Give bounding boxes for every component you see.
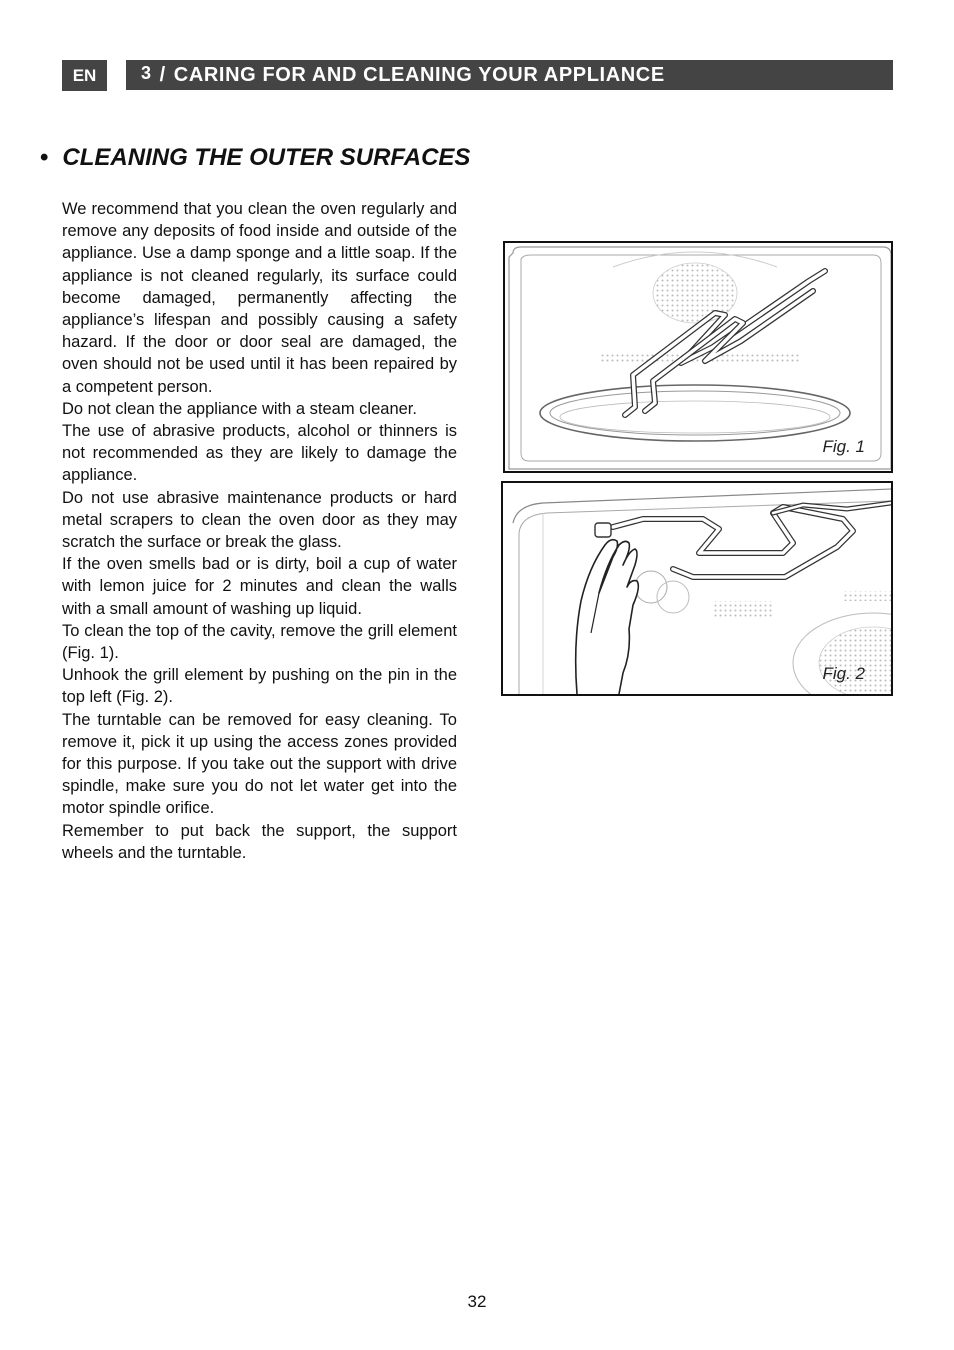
paragraph-unhook-grill: Unhook the grill element by pushing on the pin in the top left (Fig. 2). [62, 666, 457, 707]
paragraph-scrapers: Do not use abrasive maintenance products or hard metal scrapers to clean the oven door as they may scratch the surface or break the glass. [62, 488, 457, 552]
page-number: 32 [467, 1292, 487, 1311]
section-number: 3 [141, 62, 152, 83]
paragraph-reassembly: Remember to put back the support, the support wheels and the turntable. [62, 821, 457, 862]
section-separator: / [159, 63, 166, 86]
language-badge: EN [62, 60, 107, 91]
heading-bullet: • [40, 144, 49, 171]
paragraph-cleaning-recommendation: We recommend that you clean the oven regularly and remove any deposits of food inside and outside of the appliance. Use a damp sponge and a little soap. If the appliance is not cleaned regularly, its surface could become damaged, permanently affecting the appliance’s lifespan and possibly causing a safety hazard. If the door or door seal are damaged, the oven should not be used until it has been repaired by a competent person. [62, 200, 457, 396]
page-heading [40, 144, 470, 172]
unhook-illustration [503, 483, 891, 694]
figure-1-caption: Fig. 1 [822, 437, 865, 456]
section-title: CARING FOR AND CLEANING YOUR APPLIANCE [173, 63, 665, 86]
body-text [62, 198, 457, 864]
paragraph-turntable: The turntable can be removed for easy cleaning. To remove it, pick it up using the access zones provided for this purpose. If you take out the support with drive spindle, make sure you do not let water get into the motor spindle orifice. [62, 710, 457, 818]
figure-1-oven-grill [503, 241, 893, 473]
heading-title: CLEANING THE OUTER SURFACES [62, 144, 471, 171]
figure-2-unhook-grill [501, 481, 893, 696]
paragraph-abrasive-products: The use of abrasive products, alcohol or thinners is not recommended as they are likely to damage the appliance. [62, 422, 457, 485]
paragraph-grill-removal: To clean the top of the cavity, remove the grill element (Fig. 1). [62, 621, 457, 663]
figure-2-caption: Fig. 2 [822, 664, 865, 683]
section-header-bar [126, 60, 893, 90]
paragraph-bad-smell: If the oven smells bad or is dirty, boil a cup of water with lemon juice for 2 minutes and clean the walls with a small amount of washing up liquid. [62, 555, 457, 618]
paragraph-steam-cleaner: Do not clean the appliance with a steam cleaner. [62, 399, 417, 418]
